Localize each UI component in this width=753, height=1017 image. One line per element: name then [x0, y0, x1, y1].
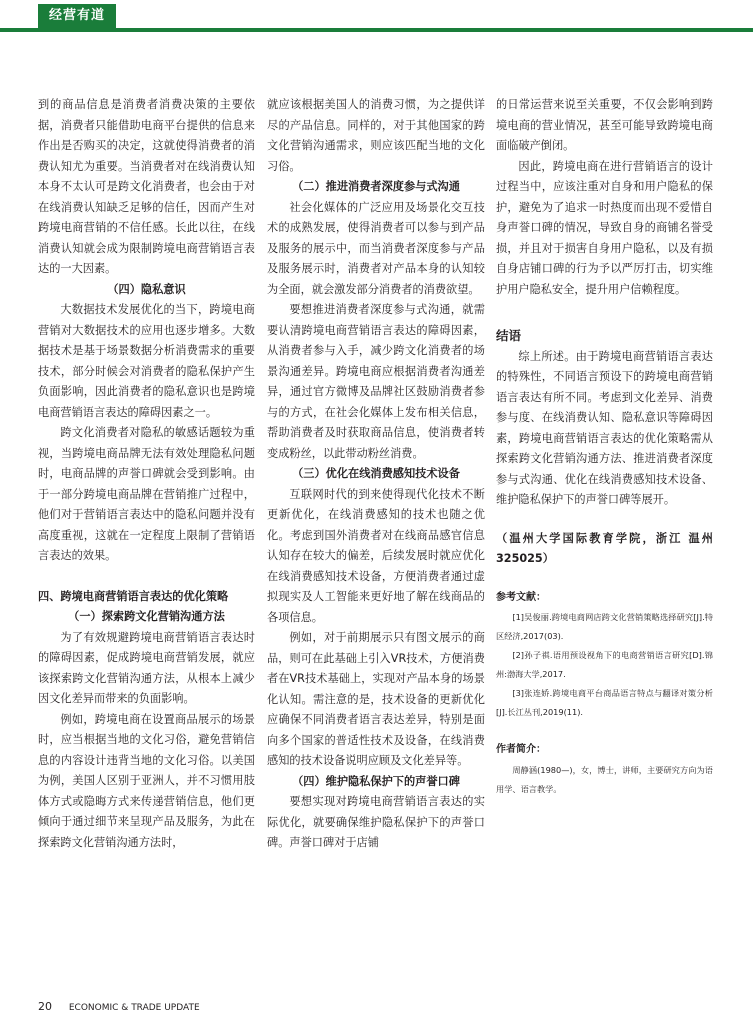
paragraph: 要想实现对跨境电商营销语言表达的实际优化，就要确保维护隐私保护下的声誉口碑。声誉口碑对于店铺 [267, 795, 485, 849]
paragraph: 综上所述。由于跨境电商营销语言表达的特殊性，不同语言预设下的跨境电商营销语言表达有所不同。考虑到文化差异、消费参与度、在线消费认知、隐私意识等障碍因素，跨境电商营销语言表达的优化策略需从探索跨文化营销沟通方法、推进消费者深度参与式沟通、优化在线消费感知技术设备、维护隐私保护下的声誉口碑等展开。 [496, 349, 713, 506]
author-heading: 作者简介： [496, 744, 546, 755]
paragraph: 为了有效规避跨境电商营销语言表达时的障碍因素，促成跨境电商营销发展，就应该探索跨文化营销沟通方法，从根本上减少因文化差异而带来的负面影响。 [38, 630, 255, 705]
paragraph: 到的商品信息是消费者消费决策的主要依据，消费者只能借助电商平台提供的信息来作出是否购买的决定，这就使得消费者的消费认知尤为重要。当消费者对在线消费认知本身不太认可是跨文化消费者，也会由于对在线消费认知缺乏足够的信任，因而产生对跨境电商营销的不信任感。长此以往，在线消费认知就会成为限制跨境电商营销语言表达的一大因素。 [38, 98, 255, 275]
section-tag: 经营有道 [38, 4, 116, 28]
author-affiliation: （温州大学国际教育学院，浙江 温州 325025） [496, 531, 713, 565]
subheading-privacy: （四）隐私意识 [107, 282, 186, 296]
paragraph: 社会化媒体的广泛应用及场景化交互技术的成熟发展，使得消费者可以参与到产品及服务的展示中，而当消费者深度参与产品及服务展示时，消费者对产品本身的认知较为全面，就会激发部分消费者的消费欲望。 [267, 200, 485, 296]
paragraph: 的日常运营来说至关重要，不仅会影响到跨境电商的营业情况，甚至可能导致跨境电商面临破产倒闭。 [496, 98, 713, 152]
paragraph: 大数据技术发展优化的当下，跨境电商营销对大数据技术的应用也逐步增多。大数据技术是基于场景数据分析消费需求的重要技术，部分时候会对消费者的隐私保护产生负面影响，因此消费者的隐私意识也是跨境电商营销语言表达的障碍因素之一。 [38, 303, 255, 419]
paragraph: 跨文化消费者对隐私的敏感话题较为重视，当跨境电商品牌无法有效处理隐私问题时，电商品牌的声誉口碑就会受到影响。由于一部分跨境电商品牌在营销推广过程中，他们对于营销语言表达中的隐私问题并没有高度重视，这就在一定程度上限制了营销语言表达的效果。 [38, 426, 255, 562]
text-column-3 [496, 95, 713, 799]
author-bio: 周静涵(1980—)，女，博士，讲师，主要研究方向为语用学、语言教学。 [496, 764, 713, 794]
subheading-3: （三）优化在线消费感知技术设备 [292, 467, 460, 480]
text-column-2 [267, 95, 485, 854]
section-heading-4: 四、跨境电商营销语言表达的优化策略 [38, 589, 229, 603]
paragraph: 例如，对于前期展示只有图文展示的商品，则可在此基础上引入VR技术，方便消费者在VR技术基础上，实现对产品本身的场景化认知。需注意的是，技术设备的更新优化应确保不同消费者语言表达差异，特别是面向多个国家的普适性技术及设备，在线消费感知的技术设备说明应顾及文化差异等。 [267, 631, 485, 767]
reference-item: [3]张连娇.跨境电商平台商品语言特点与翻译对策分析[J].长江丛刊,2019(11). [496, 688, 713, 717]
reference-item: [2]孙子祺.语用预设视角下的电商营销语言研究[D].锦州:渤海大学,2017. [496, 650, 713, 679]
paragraph: 因此，跨境电商在进行营销语言的设计过程当中，应该注重对自身和用户隐私的保护，避免为了追求一时热度而出现不爱惜自身声誉口碑的情况，导致自身的商铺名誉受损，并且对于损害自身用户隐私，以及有损自身店铺口碑的行为予以严厉打击，切实维护用户隐私安全，提升用户信赖程度。 [496, 159, 713, 296]
paragraph: 要想推进消费者深度参与式沟通，就需要认清跨境电商营销语言表达的障碍因素，从消费者参与入手，减少跨文化消费者的场景沟通差异。跨境电商应根据消费者沟通差异，通过官方微博及品牌社区鼓励消费者参与的方式，在社会化媒体上发布相关信息，帮助消费者及时获取商品信息，使消费者转变成粉丝，以此带动粉丝消费。 [267, 303, 485, 460]
paragraph: 互联网时代的到来使得现代化技术不断更新优化，在线消费感知的技术也随之优化。考虑到国外消费者对在线商品感官信息认知存在较大的偏差，后续发展时就应优化在线消费感知技术设备，方便消费者通过虚拟现实及人工智能来更好地了解在线商品的各项信息。 [267, 487, 485, 624]
journal-name: ECONOMIC & TRADE UPDATE [68, 1003, 200, 1013]
page-footer [38, 1000, 200, 1013]
paragraph: 例如，跨境电商在设置商品展示的场景时，应当根据当地的文化习俗，避免营销信息的内容设计违背当地的文化习俗。以美国为例，美国人区别于亚洲人，并不习惯用肢体方式或隐晦方式来传递营销信息，他们更倾向于通过细节来呈现产品及服务，为此在探索跨文化营销沟通方法时， [38, 712, 255, 849]
paragraph: 就应该根据美国人的消费习惯，为之提供详尽的产品信息。同样的，对于其他国家的跨文化营销沟通需求，则应该匹配当地的文化习俗。 [267, 98, 485, 173]
subheading-2: （二）推进消费者深度参与式沟通 [292, 180, 460, 193]
subheading-1: （一）探索跨文化营销沟通方法 [68, 610, 225, 623]
conclusion-heading: 结语 [496, 328, 522, 343]
reference-item: [1]吴俊丽.跨境电商网店跨文化营销策略选择研究[J].特区经济,2017(03). [496, 612, 713, 641]
text-column-1 [38, 95, 255, 853]
page-number: 20 [38, 1000, 52, 1013]
references-heading: 参考文献： [496, 591, 546, 603]
page-header-band [0, 0, 753, 32]
subheading-4: （四）维护隐私保护下的声誉口碑 [292, 774, 460, 788]
